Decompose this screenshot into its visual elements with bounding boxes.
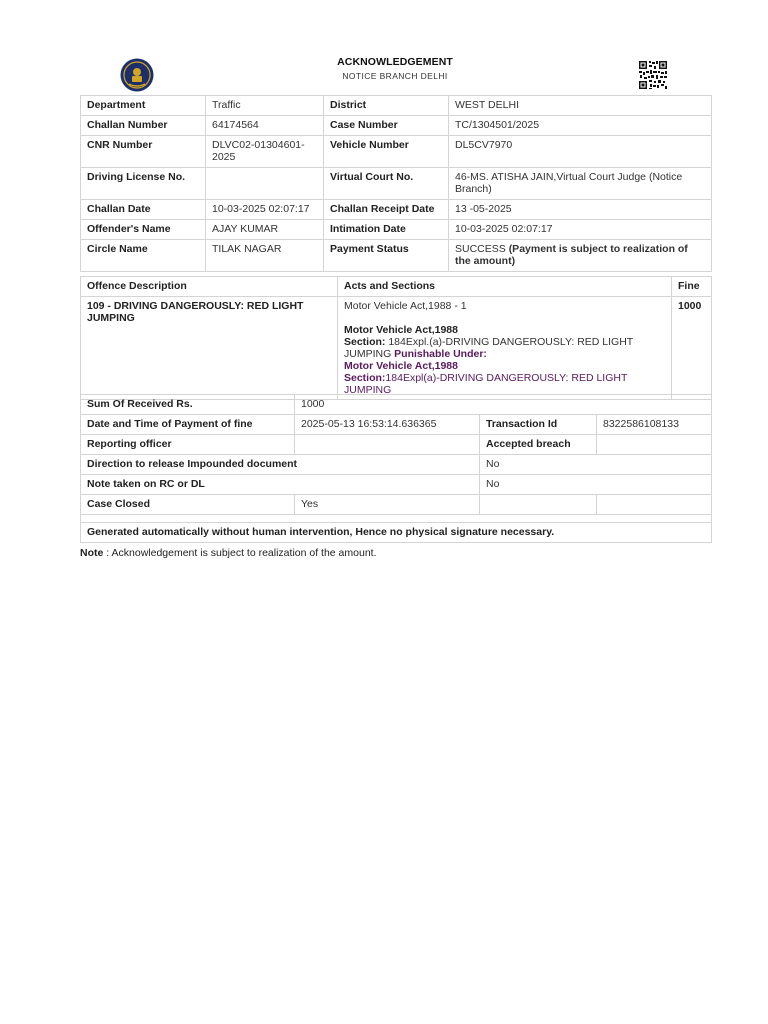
footer-note: [80, 547, 377, 559]
payment-status-text: SUCCESS: [455, 243, 506, 255]
direction-release-value: No: [480, 455, 712, 475]
accepted-breach-value: [597, 435, 712, 455]
document-header: [80, 54, 710, 94]
sum-received-label: Sum Of Received Rs.: [81, 395, 295, 415]
cnr-number-value: [206, 136, 324, 168]
table-row: [81, 523, 712, 543]
table-row: [81, 455, 712, 475]
driving-license-label: Driving License No.: [81, 168, 206, 200]
table-row: [81, 277, 712, 297]
acts-sections-header: Acts and Sections: [338, 277, 672, 297]
case-closed-value: Yes: [295, 495, 480, 515]
table-row: [81, 475, 712, 495]
department-value: Traffic: [206, 96, 324, 116]
cnr-number-line2: 2025: [212, 151, 236, 163]
challan-receipt-date-value: 13 -05-2025: [449, 200, 712, 220]
act-title: Motor Vehicle Act,1988: [344, 324, 458, 336]
table-row: [81, 200, 712, 220]
virtual-court-label: Virtual Court No.: [324, 168, 449, 200]
fine-value: 1000: [672, 297, 712, 400]
district-label: District: [324, 96, 449, 116]
offence-description: 109 - DRIVING DANGEROUSLY: RED LIGHT JUMPING: [81, 297, 338, 400]
district-value: WEST DELHI: [449, 96, 712, 116]
challan-details-table: [80, 95, 712, 272]
qr-code-icon: [638, 60, 668, 90]
offender-name-value: AJAY KUMAR: [206, 220, 324, 240]
offence-description-header: Offence Description: [81, 277, 338, 297]
challan-date-value: 10-03-2025 02:07:17: [206, 200, 324, 220]
department-label: Department: [81, 96, 206, 116]
intimation-date-value: 10-03-2025 02:07:17: [449, 220, 712, 240]
empty-cell: [597, 495, 712, 515]
note-text: : Acknowledgement is subject to realization of the amount.: [103, 547, 377, 559]
punishable-section-label: Section:: [344, 372, 386, 384]
payment-status-value: [449, 240, 712, 272]
document-subtitle: NOTICE BRANCH DELHI: [342, 71, 448, 81]
cnr-number-label: CNR Number: [81, 136, 206, 168]
title-block: [80, 56, 710, 81]
document-title: ACKNOWLEDGEMENT: [337, 56, 453, 68]
table-row: [81, 495, 712, 515]
case-number-value: TC/1304501/2025: [449, 116, 712, 136]
transaction-id-value: 8322586108133: [597, 415, 712, 435]
transaction-id-label: Transaction Id: [480, 415, 597, 435]
table-row: [81, 96, 712, 116]
challan-receipt-date-label: Challan Receipt Date: [324, 200, 449, 220]
intimation-date-label: Intimation Date: [324, 220, 449, 240]
note-rc-dl-value: No: [480, 475, 712, 495]
challan-number-label: Challan Number: [81, 116, 206, 136]
challan-number-value: 64174564: [206, 116, 324, 136]
vehicle-number-value: DL5CV7970: [449, 136, 712, 168]
virtual-court-value: 46-MS. ATISHA JAIN,Virtual Court Judge (Notice Branch): [449, 168, 712, 200]
case-closed-label: Case Closed: [81, 495, 295, 515]
table-row: [81, 220, 712, 240]
punishable-under: Punishable Under:: [394, 348, 487, 360]
circle-name-label: Circle Name: [81, 240, 206, 272]
table-row: [81, 116, 712, 136]
reporting-officer-value: [295, 435, 480, 455]
accepted-breach-label: Accepted breach: [480, 435, 597, 455]
table-row: [81, 297, 712, 400]
case-number-label: Case Number: [324, 116, 449, 136]
reporting-officer-label: Reporting officer: [81, 435, 295, 455]
empty-cell: [480, 495, 597, 515]
sum-received-value: 1000: [295, 395, 712, 415]
payment-status-label: Payment Status: [324, 240, 449, 272]
note-rc-dl-label: Note taken on RC or DL: [81, 475, 480, 495]
payment-status-note: (Payment is subject to realization of the amount): [455, 243, 688, 267]
payment-table: [80, 394, 712, 543]
section-label: Section:: [344, 336, 386, 348]
table-row: [81, 240, 712, 272]
acts-sections-cell: [338, 297, 672, 400]
table-row: [81, 435, 712, 455]
circle-name-value: TILAK NAGAR: [206, 240, 324, 272]
spacer-cell: [81, 515, 712, 523]
offender-name-label: Offender's Name: [81, 220, 206, 240]
fine-header: Fine: [672, 277, 712, 297]
act-line: Motor Vehicle Act,1988 - 1: [344, 300, 467, 312]
punishable-act: Motor Vehicle Act,1988: [344, 360, 458, 372]
table-row: [81, 415, 712, 435]
offence-table: [80, 276, 712, 400]
table-row: [81, 395, 712, 415]
section-text: 184Expl.(a)-DRIVING DANGEROUSLY: RED LIGHT JUMPING: [344, 336, 634, 360]
note-label: Note: [80, 547, 104, 559]
vehicle-number-label: Vehicle Number: [324, 136, 449, 168]
payment-datetime-value: 2025-05-13 16:53:14.636365: [295, 415, 480, 435]
table-row: [81, 515, 712, 523]
challan-date-label: Challan Date: [81, 200, 206, 220]
table-row: [81, 168, 712, 200]
driving-license-value: [206, 168, 324, 200]
cnr-number-line1: DLVC02-01304601-: [212, 139, 305, 151]
payment-datetime-label: Date and Time of Payment of fine: [81, 415, 295, 435]
direction-release-label: Direction to release Impounded document: [81, 455, 480, 475]
table-row: [81, 136, 712, 168]
punishable-section-text: 184Expl(a)-DRIVING DANGEROUSLY: RED LIGHT JUMPING: [344, 372, 628, 396]
generated-notice: Generated automatically without human intervention, Hence no physical signature necessary.: [81, 523, 712, 543]
